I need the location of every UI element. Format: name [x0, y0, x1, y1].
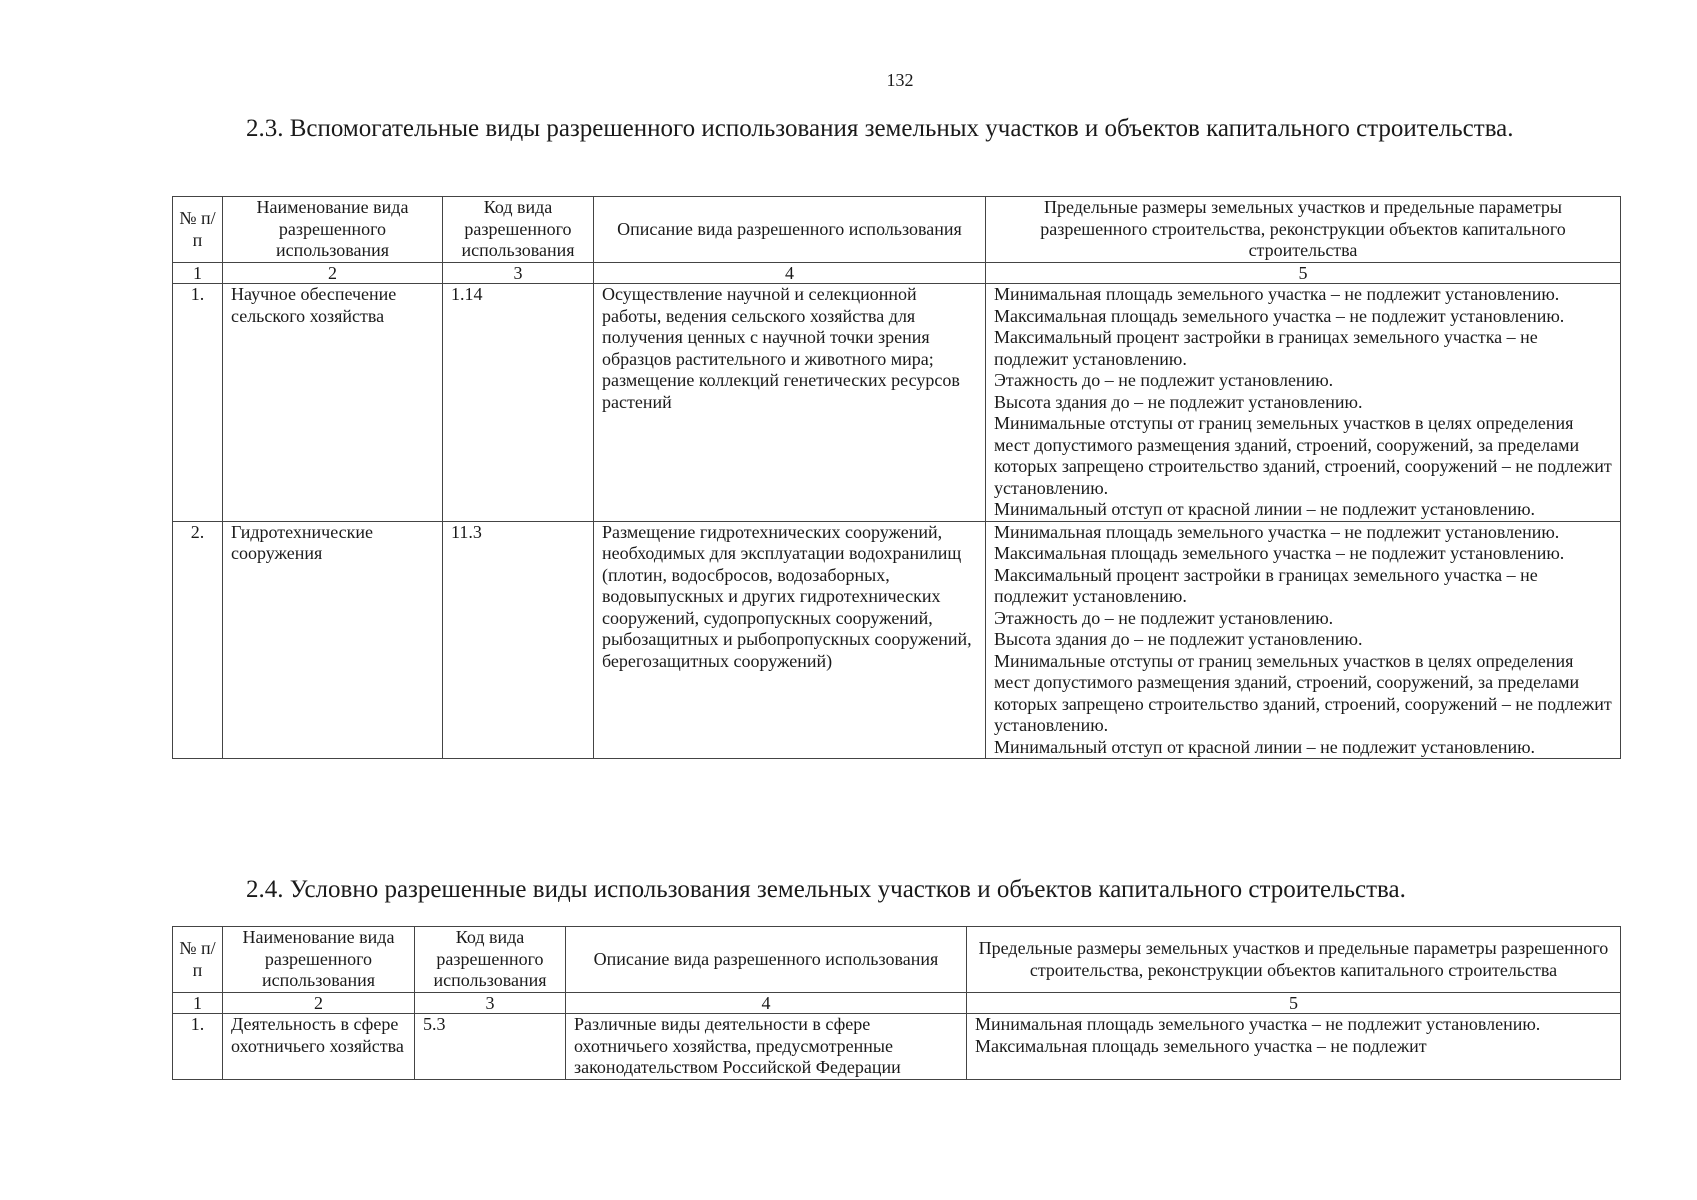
use-parameters: Минимальная площадь земельного участка – не подлежит установлению. Максимальная площадь земельного участка – не подлежит установлению. Максимальный процент застройки в границах земельного участка – не подлежит установлению. Этажность до – не подлежит установлению. Высота здания до – не подлежит установлению. Минимальные отступы от границ земельных участков в целях определения мест допустимого размещения зданий, строений, сооружений, за пределами которых запрещено строительство зданий, строений, сооружений – не подлежит установлению. Минимальный отступ от красной линии – не подлежит установлению. [986, 284, 1621, 522]
column-number: 5 [967, 993, 1621, 1014]
table-row [173, 521, 1621, 759]
use-code: 11.3 [443, 521, 594, 759]
column-number: 3 [415, 993, 566, 1014]
header-use-description: Описание вида разрешенного использования [594, 197, 986, 263]
use-parameters: Минимальная площадь земельного участка – не подлежит установлению. Максимальная площадь земельного участка – не подлежит установлению. Максимальный процент застройки в границах земельного участка – не подлежит установлению. Этажность до – не подлежит установлению. Высота здания до – не подлежит установлению. Минимальные отступы от границ земельных участков в целях определения мест допустимого размещения зданий, строений, сооружений, за пределами которых запрещено строительство зданий, строений, сооружений – не подлежит установлению. Минимальный отступ от красной линии – не подлежит установлению. [986, 521, 1621, 759]
column-number: 4 [594, 263, 986, 284]
page-number: 132 [886, 70, 914, 90]
section-heading-conditional-uses: 2.4. Условно разрешенные виды использования земельных участков и объектов капитального строительства. [246, 876, 1406, 903]
header-use-code: Код вида разрешенного использования [415, 927, 566, 993]
conditional-uses-table [172, 926, 1621, 1080]
header-number: № п/п [173, 927, 223, 993]
table-header-row [173, 927, 1621, 993]
table-row [173, 1014, 1621, 1080]
use-parameters: Минимальная площадь земельного участка – не подлежит установлению. Максимальная площадь земельного участка – не подлежит [967, 1014, 1621, 1080]
column-number: 4 [566, 993, 967, 1014]
column-number: 1 [173, 263, 223, 284]
header-number: № п/п [173, 197, 223, 263]
section-heading-auxiliary-uses: 2.3. Вспомогательные виды разрешенного использования земельных участков и объектов капитального строительства. [246, 115, 1514, 142]
row-number: 1. [173, 1014, 223, 1080]
column-number: 1 [173, 993, 223, 1014]
use-name: Научное обеспечение сельского хозяйства [223, 284, 443, 522]
row-number: 2. [173, 521, 223, 759]
use-name: Деятельность в сфере охотничьего хозяйства [223, 1014, 415, 1080]
column-number: 5 [986, 263, 1621, 284]
column-number: 2 [223, 993, 415, 1014]
table-row [173, 284, 1621, 522]
header-use-description: Описание вида разрешенного использования [566, 927, 967, 993]
use-code: 5.3 [415, 1014, 566, 1080]
table-header-row [173, 197, 1621, 263]
auxiliary-uses-table [172, 196, 1621, 759]
header-use-name: Наименование вида разрешенного использования [223, 197, 443, 263]
use-name: Гидротехнические сооружения [223, 521, 443, 759]
header-parameters: Предельные размеры земельных участков и предельные параметры разрешенного строительства, реконструкции объектов капитального строительства [967, 927, 1621, 993]
column-number: 2 [223, 263, 443, 284]
header-use-name: Наименование вида разрешенного использования [223, 927, 415, 993]
use-description: Осуществление научной и селекционной работы, ведения сельского хозяйства для получения ценных с научной точки зрения образцов растительного и животного мира; размещение коллекций генетических ресурсов растений [594, 284, 986, 522]
use-description: Размещение гидротехнических сооружений, необходимых для эксплуатации водохранилищ (плотин, водосбросов, водозаборных, водовыпускных и других гидротехнических сооружений, судопропускных сооружений, рыбозащитных и рыбопропускных сооружений, берегозащитных сооружений) [594, 521, 986, 759]
header-use-code: Код вида разрешенного использования [443, 197, 594, 263]
use-description: Различные виды деятельности в сфере охотничьего хозяйства, предусмотренные законодательством Российской Федерации [566, 1014, 967, 1080]
column-number: 3 [443, 263, 594, 284]
column-number-row [173, 263, 1621, 284]
header-parameters: Предельные размеры земельных участков и предельные параметры разрешенного строительства, реконструкции объектов капитального строительства [986, 197, 1621, 263]
row-number: 1. [173, 284, 223, 522]
column-number-row [173, 993, 1621, 1014]
use-code: 1.14 [443, 284, 594, 522]
